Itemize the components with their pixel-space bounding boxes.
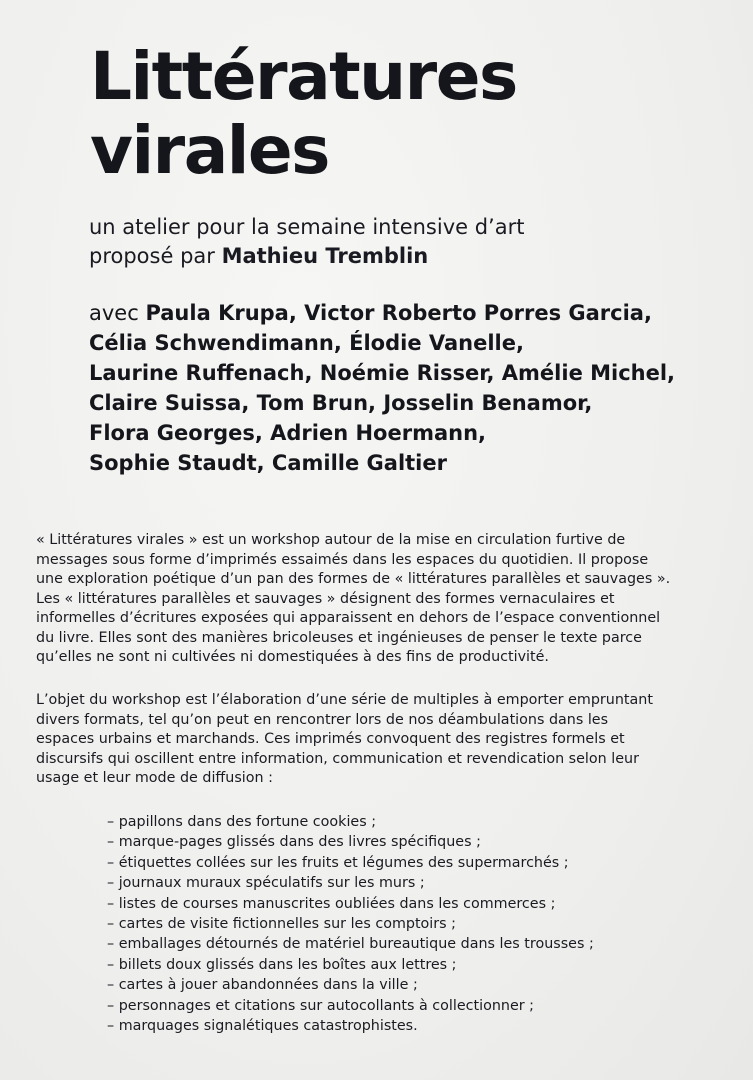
list-item: – marque-pages glissés dans des livres spécifiques ; bbox=[107, 834, 481, 851]
participants-line-1 bbox=[89, 298, 675, 328]
paragraph-1-line: Les « littératures parallèles et sauvages » désignent des formes vernaculaires et bbox=[36, 590, 615, 607]
paragraph-2-line: discursifs qui oscillent entre information, communication et revendication selon leur bbox=[36, 750, 639, 767]
participants-line-5: Flora Georges, Adrien Hoermann, bbox=[89, 421, 487, 445]
paragraph-2-line: divers formats, tel qu’on peut en rencontrer lors de nos déambulations dans les bbox=[36, 711, 609, 728]
participants-list bbox=[89, 298, 675, 478]
paragraph-1-line: « Littératures virales » est un workshop autour de la mise en circulation furtive de bbox=[36, 532, 626, 548]
formats-list bbox=[107, 812, 594, 1036]
paragraph-1-line: qu’elles ne sont ni cultivées ni domestiquées à des fins de productivité. bbox=[36, 649, 549, 665]
paragraph-1-line: du livre. Elles sont des manières bricoleuses et ingénieuses de penser le texte parce bbox=[36, 629, 642, 646]
list-item: – cartes de visite fictionnelles sur les comptoirs ; bbox=[107, 916, 456, 933]
poster-title bbox=[90, 40, 517, 188]
subtitle-prefix: proposé par bbox=[89, 244, 222, 268]
paragraph-2-line: L’objet du workshop est l’élaboration d’une série de multiples à emporter empruntant bbox=[36, 692, 653, 708]
description-paragraph-1 bbox=[36, 531, 736, 668]
list-item: – papillons dans des fortune cookies ; bbox=[107, 814, 377, 830]
title-line-1: Littératures bbox=[90, 38, 517, 115]
participants-names-1: Paula Krupa, Victor Roberto Porres Garcia, bbox=[145, 301, 652, 325]
subtitle bbox=[89, 213, 524, 271]
list-item: – personnages et citations sur autocollants à collectionner ; bbox=[107, 997, 534, 1014]
paragraph-2-line: espaces urbains et marchands. Ces imprimés convoquent des registres formels et bbox=[36, 731, 625, 747]
subtitle-line-2 bbox=[89, 242, 524, 271]
list-item: – marquages signalétiques catastrophistes. bbox=[107, 1018, 418, 1035]
list-item: – listes de courses manuscrites oubliées dans les commerces ; bbox=[107, 895, 556, 912]
organizer-name: Mathieu Tremblin bbox=[221, 244, 429, 268]
subtitle-line-1: un atelier pour la semaine intensive d’art bbox=[89, 215, 525, 239]
paragraph-1-line: une exploration poétique d’un pan des formes de « littératures parallèles et sauvages ». bbox=[36, 571, 671, 587]
participants-line-4: Claire Suissa, Tom Brun, Josselin Benamor, bbox=[89, 391, 593, 415]
list-item: – étiquettes collées sur les fruits et légumes des supermarchés ; bbox=[107, 854, 569, 871]
participants-line-6: Sophie Staudt, Camille Galtier bbox=[89, 451, 447, 475]
paragraph-1-line: messages sous forme d’imprimés essaimés dans les espaces du quotidien. Il propose bbox=[36, 551, 649, 568]
title-line-2: virales bbox=[90, 112, 329, 189]
participants-prefix: avec bbox=[89, 301, 146, 325]
list-item: – emballages détournés de matériel bureautique dans les trousses ; bbox=[107, 936, 594, 953]
list-item: – cartes à jouer abandonnées dans la ville ; bbox=[107, 977, 418, 994]
paragraph-2-line: usage et leur mode de diffusion : bbox=[36, 770, 273, 786]
participants-line-3: Laurine Ruffenach, Noémie Risser, Amélie Michel, bbox=[89, 361, 676, 385]
paragraph-1-line: informelles d’écritures exposées qui apparaissent en dehors de l’espace conventionnel bbox=[36, 610, 661, 626]
list-item: – journaux muraux spéculatifs sur les murs ; bbox=[107, 875, 425, 892]
list-item: – billets doux glissés dans les boîtes aux lettres ; bbox=[107, 956, 457, 973]
participants-line-2: Célia Schwendimann, Élodie Vanelle, bbox=[89, 331, 524, 355]
description-paragraph-2 bbox=[36, 691, 736, 789]
